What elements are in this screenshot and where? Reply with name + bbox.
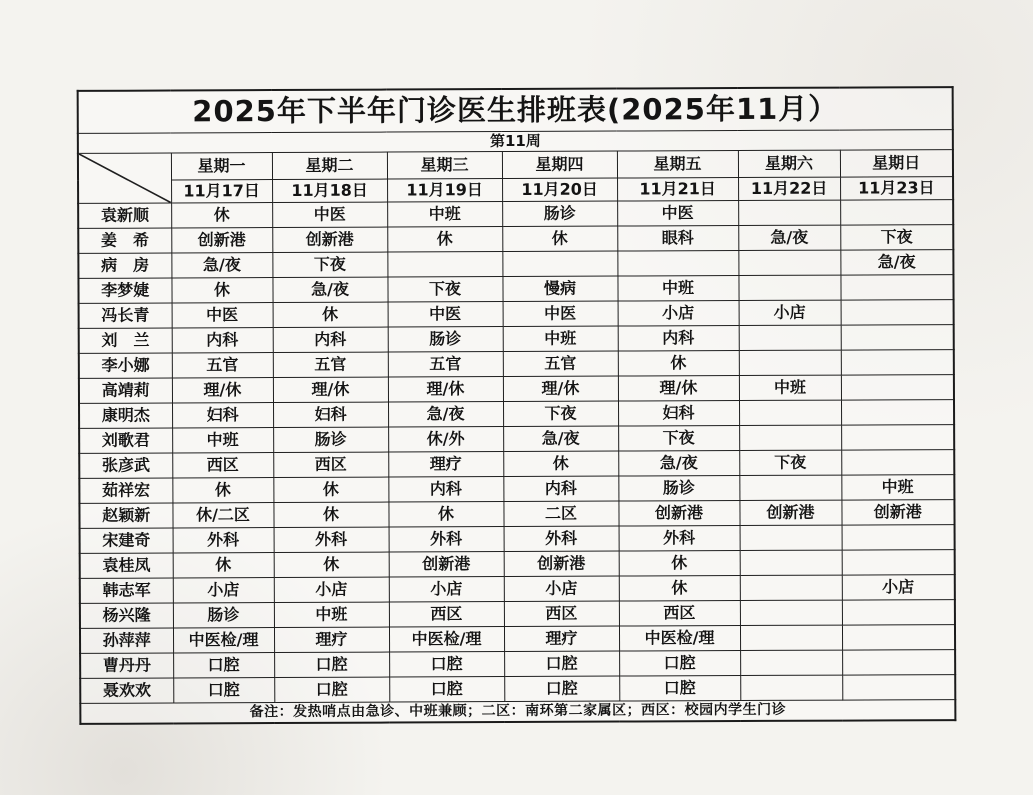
schedule-cell: 口腔	[173, 678, 274, 703]
doctor-name-cell: 茹祥宏	[79, 478, 172, 503]
schedule-cell	[738, 250, 840, 275]
schedule-cell	[739, 400, 841, 425]
schedule-cell: 妇科	[618, 401, 739, 427]
schedule-cell: 理疗	[388, 452, 503, 478]
table-row	[79, 500, 954, 529]
table-row	[78, 200, 953, 229]
schedule-cell: 外科	[619, 526, 740, 552]
table-row	[80, 575, 955, 604]
schedule-cell: 休/二区	[172, 503, 273, 528]
table-row	[80, 650, 955, 679]
schedule-cell	[739, 325, 841, 350]
schedule-cell: 休	[503, 451, 618, 477]
schedule-cell: 理疗	[504, 626, 619, 652]
schedule-cell: 小店	[173, 578, 274, 603]
table-row	[80, 550, 955, 579]
schedule-cell: 肠诊	[173, 603, 274, 628]
schedule-cell: 外科	[173, 528, 274, 553]
schedule-cell: 小店	[739, 300, 841, 325]
doctor-name-cell: 姜 希	[78, 228, 171, 253]
doctor-name-cell: 韩志军	[80, 578, 173, 603]
doctor-name-cell: 冯长青	[79, 303, 172, 328]
schedule-cell: 休	[173, 553, 274, 578]
schedule-cell: 下夜	[272, 252, 387, 278]
day-header-cell: 星期六	[738, 150, 840, 177]
schedule-cell	[740, 625, 842, 650]
schedule-cell: 外科	[389, 527, 504, 553]
doctor-name-cell: 宋建奇	[80, 528, 173, 553]
doctor-name-cell: 聂欢欢	[80, 678, 173, 703]
schedule-cell: 内科	[388, 477, 503, 503]
schedule-cell	[842, 675, 955, 700]
schedule-cell: 休	[273, 502, 388, 528]
schedule-cell	[740, 675, 842, 700]
schedule-cell	[739, 425, 841, 450]
schedule-cell	[842, 550, 955, 575]
schedule-cell	[841, 350, 954, 375]
doctor-name-cell: 袁桂凤	[80, 553, 173, 578]
schedule-cell: 休	[172, 478, 273, 503]
schedule-cell: 理/休	[273, 377, 388, 403]
schedule-cell	[841, 300, 954, 325]
table-row	[80, 600, 955, 629]
week-label: 第11周	[78, 130, 953, 154]
schedule-cell: 五官	[388, 352, 503, 378]
doctor-name-cell: 张彦武	[79, 453, 172, 478]
schedule-cell: 口腔	[619, 676, 740, 702]
doctor-name-cell: 刘 兰	[79, 328, 172, 353]
doctor-name-cell: 病 房	[78, 253, 171, 278]
schedule-cell: 口腔	[173, 653, 274, 678]
schedule-cell: 口腔	[274, 677, 389, 703]
schedule-cell: 中医检/理	[619, 626, 740, 652]
doctor-name-cell: 康明杰	[79, 403, 172, 428]
schedule-cell: 急/夜	[171, 253, 272, 278]
table-row	[80, 625, 955, 654]
doctor-name-cell: 李梦婕	[78, 278, 171, 303]
schedule-cell: 休	[171, 278, 272, 303]
table-row	[79, 350, 954, 379]
date-header-cell: 11月17日	[171, 180, 272, 203]
schedule-cell	[740, 650, 842, 675]
schedule-cell: 肠诊	[273, 427, 388, 453]
doctor-name-cell: 赵颖新	[79, 503, 172, 528]
schedule-cell: 西区	[389, 602, 504, 628]
schedule-cell: 西区	[273, 452, 388, 478]
schedule-cell: 休	[502, 226, 617, 252]
footnote: 备注：发热哨点由急诊、中班兼顾；二区：南环第二家属区；西区：校园内学生门诊	[80, 700, 955, 724]
schedule-cell: 休	[387, 227, 502, 253]
diagonal-header-cell	[78, 153, 171, 203]
day-header-cell: 星期一	[171, 153, 272, 180]
doctor-name-cell: 李小娜	[79, 353, 172, 378]
schedule-cell	[841, 450, 954, 475]
schedule-cell: 小店	[274, 577, 389, 603]
table-row	[79, 400, 954, 429]
schedule-cell: 理/休	[503, 376, 618, 402]
doctor-name-cell: 孙萍萍	[80, 628, 173, 653]
table-row	[80, 525, 955, 554]
date-header-cell: 11月21日	[617, 178, 738, 202]
schedule-cell	[739, 350, 841, 375]
schedule-cell: 肠诊	[502, 201, 617, 227]
schedule-cell: 下夜	[739, 450, 841, 475]
table-row	[79, 450, 954, 479]
schedule-cell: 西区	[619, 601, 740, 627]
schedule-cell: 中医	[272, 202, 387, 228]
schedule-cell: 内科	[503, 476, 618, 502]
schedule-cell: 休	[273, 477, 388, 503]
schedule-cell: 五官	[273, 352, 388, 378]
schedule-cell: 急/夜	[618, 451, 739, 477]
schedule-cell: 中班	[172, 428, 273, 453]
schedule-cell	[842, 525, 955, 550]
schedule-cell: 下夜	[618, 426, 739, 452]
table-row	[79, 325, 954, 354]
day-header-row	[78, 150, 953, 181]
schedule-cell: 中医	[617, 201, 738, 227]
schedule-cell: 内科	[172, 328, 273, 353]
schedule-cell: 口腔	[504, 676, 619, 702]
schedule-cell: 理疗	[274, 627, 389, 653]
schedule-cell: 小店	[389, 577, 504, 603]
schedule-cell: 肠诊	[388, 327, 503, 353]
schedule-cell: 创新港	[841, 500, 954, 525]
note-row	[80, 700, 955, 724]
schedule-cell	[840, 275, 953, 300]
schedule-cell	[841, 325, 954, 350]
table-row	[78, 225, 953, 254]
table-row	[79, 375, 954, 404]
schedule-cell: 中班	[617, 276, 738, 302]
schedule-cell: 中医检/理	[173, 628, 274, 653]
day-header-cell: 星期日	[840, 150, 953, 177]
schedule-cell: 中班	[503, 326, 618, 352]
page-title: 2025年下半年门诊医生排班表(2025年11月）	[78, 87, 953, 133]
schedule-cell: 外科	[504, 526, 619, 552]
day-header-cell: 星期四	[502, 151, 617, 179]
schedule-cell: 内科	[618, 326, 739, 352]
schedule-cell: 创新港	[504, 551, 619, 577]
schedule-cell: 下夜	[503, 401, 618, 427]
table-row	[78, 275, 953, 304]
diagonal-line-icon	[79, 154, 171, 203]
schedule-cell	[841, 375, 954, 400]
schedule-cell: 慢病	[502, 276, 617, 302]
schedule-cell: 理/休	[172, 378, 273, 403]
schedule-cell	[841, 425, 954, 450]
schedule-cell: 中班	[841, 475, 954, 500]
schedule-cell: 休	[274, 552, 389, 578]
schedule-cell: 休	[619, 576, 740, 602]
table-row	[79, 475, 954, 504]
date-header-cell: 11月19日	[387, 179, 502, 203]
schedule-cell: 创新港	[171, 228, 272, 253]
schedule-cell: 眼科	[617, 226, 738, 252]
table-row	[79, 300, 954, 329]
schedule-cell: 西区	[172, 453, 273, 478]
schedule-cell: 中班	[387, 202, 502, 228]
schedule-cell: 中班	[739, 375, 841, 400]
schedule-cell	[841, 400, 954, 425]
schedule-cell: 创新港	[389, 552, 504, 578]
schedule-cell: 中医检/理	[389, 627, 504, 653]
schedule-cell: 理/休	[388, 377, 503, 403]
schedule-cell: 口腔	[389, 652, 504, 678]
schedule-cell: 肠诊	[618, 476, 739, 502]
doctor-name-cell: 袁新顺	[78, 203, 171, 228]
schedule-cell: 创新港	[618, 501, 739, 527]
schedule-cell: 口腔	[504, 651, 619, 677]
schedule-cell: 急/夜	[738, 225, 840, 250]
schedule-cell: 休	[171, 203, 272, 228]
schedule-cell: 休	[388, 502, 503, 528]
schedule-cell: 休/外	[388, 427, 503, 453]
table-row	[79, 425, 954, 454]
schedule-cell: 急/夜	[840, 250, 953, 275]
schedule-cell: 中医	[503, 301, 618, 327]
date-header-cell: 11月20日	[502, 178, 617, 202]
schedule-cell	[740, 575, 842, 600]
schedule-cell: 口腔	[274, 652, 389, 678]
schedule-cell: 外科	[274, 527, 389, 553]
schedule-cell	[387, 252, 502, 278]
schedule-cell: 中医	[172, 303, 273, 328]
schedule-cell: 下夜	[387, 277, 502, 303]
schedule-cell	[740, 600, 842, 625]
schedule-cell: 小店	[504, 576, 619, 602]
schedule-cell: 休	[619, 551, 740, 577]
schedule-cell: 急/夜	[503, 426, 618, 452]
schedule-cell: 急/夜	[388, 402, 503, 428]
schedule-cell: 西区	[504, 601, 619, 627]
schedule-cell	[738, 200, 840, 225]
schedule-cell	[842, 625, 955, 650]
schedule-cell	[740, 525, 842, 550]
schedule-cell	[740, 550, 842, 575]
day-header-cell: 星期三	[387, 152, 502, 180]
schedule-cell: 中班	[274, 602, 389, 628]
schedule-cell: 中医	[388, 302, 503, 328]
schedule-cell: 五官	[503, 351, 618, 377]
schedule-cell: 创新港	[739, 500, 841, 525]
schedule-cell	[502, 251, 617, 277]
schedule-cell: 五官	[172, 353, 273, 378]
schedule-cell: 理/休	[618, 376, 739, 402]
schedule-cell	[617, 251, 738, 277]
schedule-cell: 休	[273, 302, 388, 328]
schedule-cell	[840, 200, 953, 225]
date-header-cell: 11月22日	[738, 177, 840, 200]
schedule-cell: 小店	[618, 301, 739, 327]
table-row	[78, 250, 953, 279]
schedule-cell: 妇科	[273, 402, 388, 428]
schedule-cell: 创新港	[272, 227, 387, 253]
schedule-cell: 内科	[273, 327, 388, 353]
schedule-cell	[738, 275, 840, 300]
schedule-cell: 口腔	[619, 651, 740, 677]
schedule-cell	[842, 600, 955, 625]
schedule-cell: 休	[618, 351, 739, 377]
schedule-sheet	[77, 86, 955, 720]
doctor-name-cell: 高靖莉	[79, 378, 172, 403]
schedule-cell: 急/夜	[272, 277, 387, 303]
date-header-cell: 11月23日	[840, 177, 953, 200]
schedule-cell	[739, 475, 841, 500]
schedule-cell: 口腔	[389, 677, 504, 703]
date-header-cell: 11月18日	[272, 179, 387, 203]
schedule-cell: 小店	[842, 575, 955, 600]
day-header-cell: 星期五	[617, 151, 738, 179]
day-header-cell: 星期二	[272, 152, 387, 180]
doctor-name-cell: 曹丹丹	[80, 653, 173, 678]
doctor-name-cell: 杨兴隆	[80, 603, 173, 628]
schedule-cell: 妇科	[172, 403, 273, 428]
schedule-cell	[842, 650, 955, 675]
doctor-name-cell: 刘歌君	[79, 428, 172, 453]
table-row	[80, 675, 955, 704]
title-row	[78, 87, 953, 133]
schedule-table	[77, 86, 957, 725]
schedule-cell: 二区	[503, 501, 618, 527]
schedule-cell: 下夜	[840, 225, 953, 250]
